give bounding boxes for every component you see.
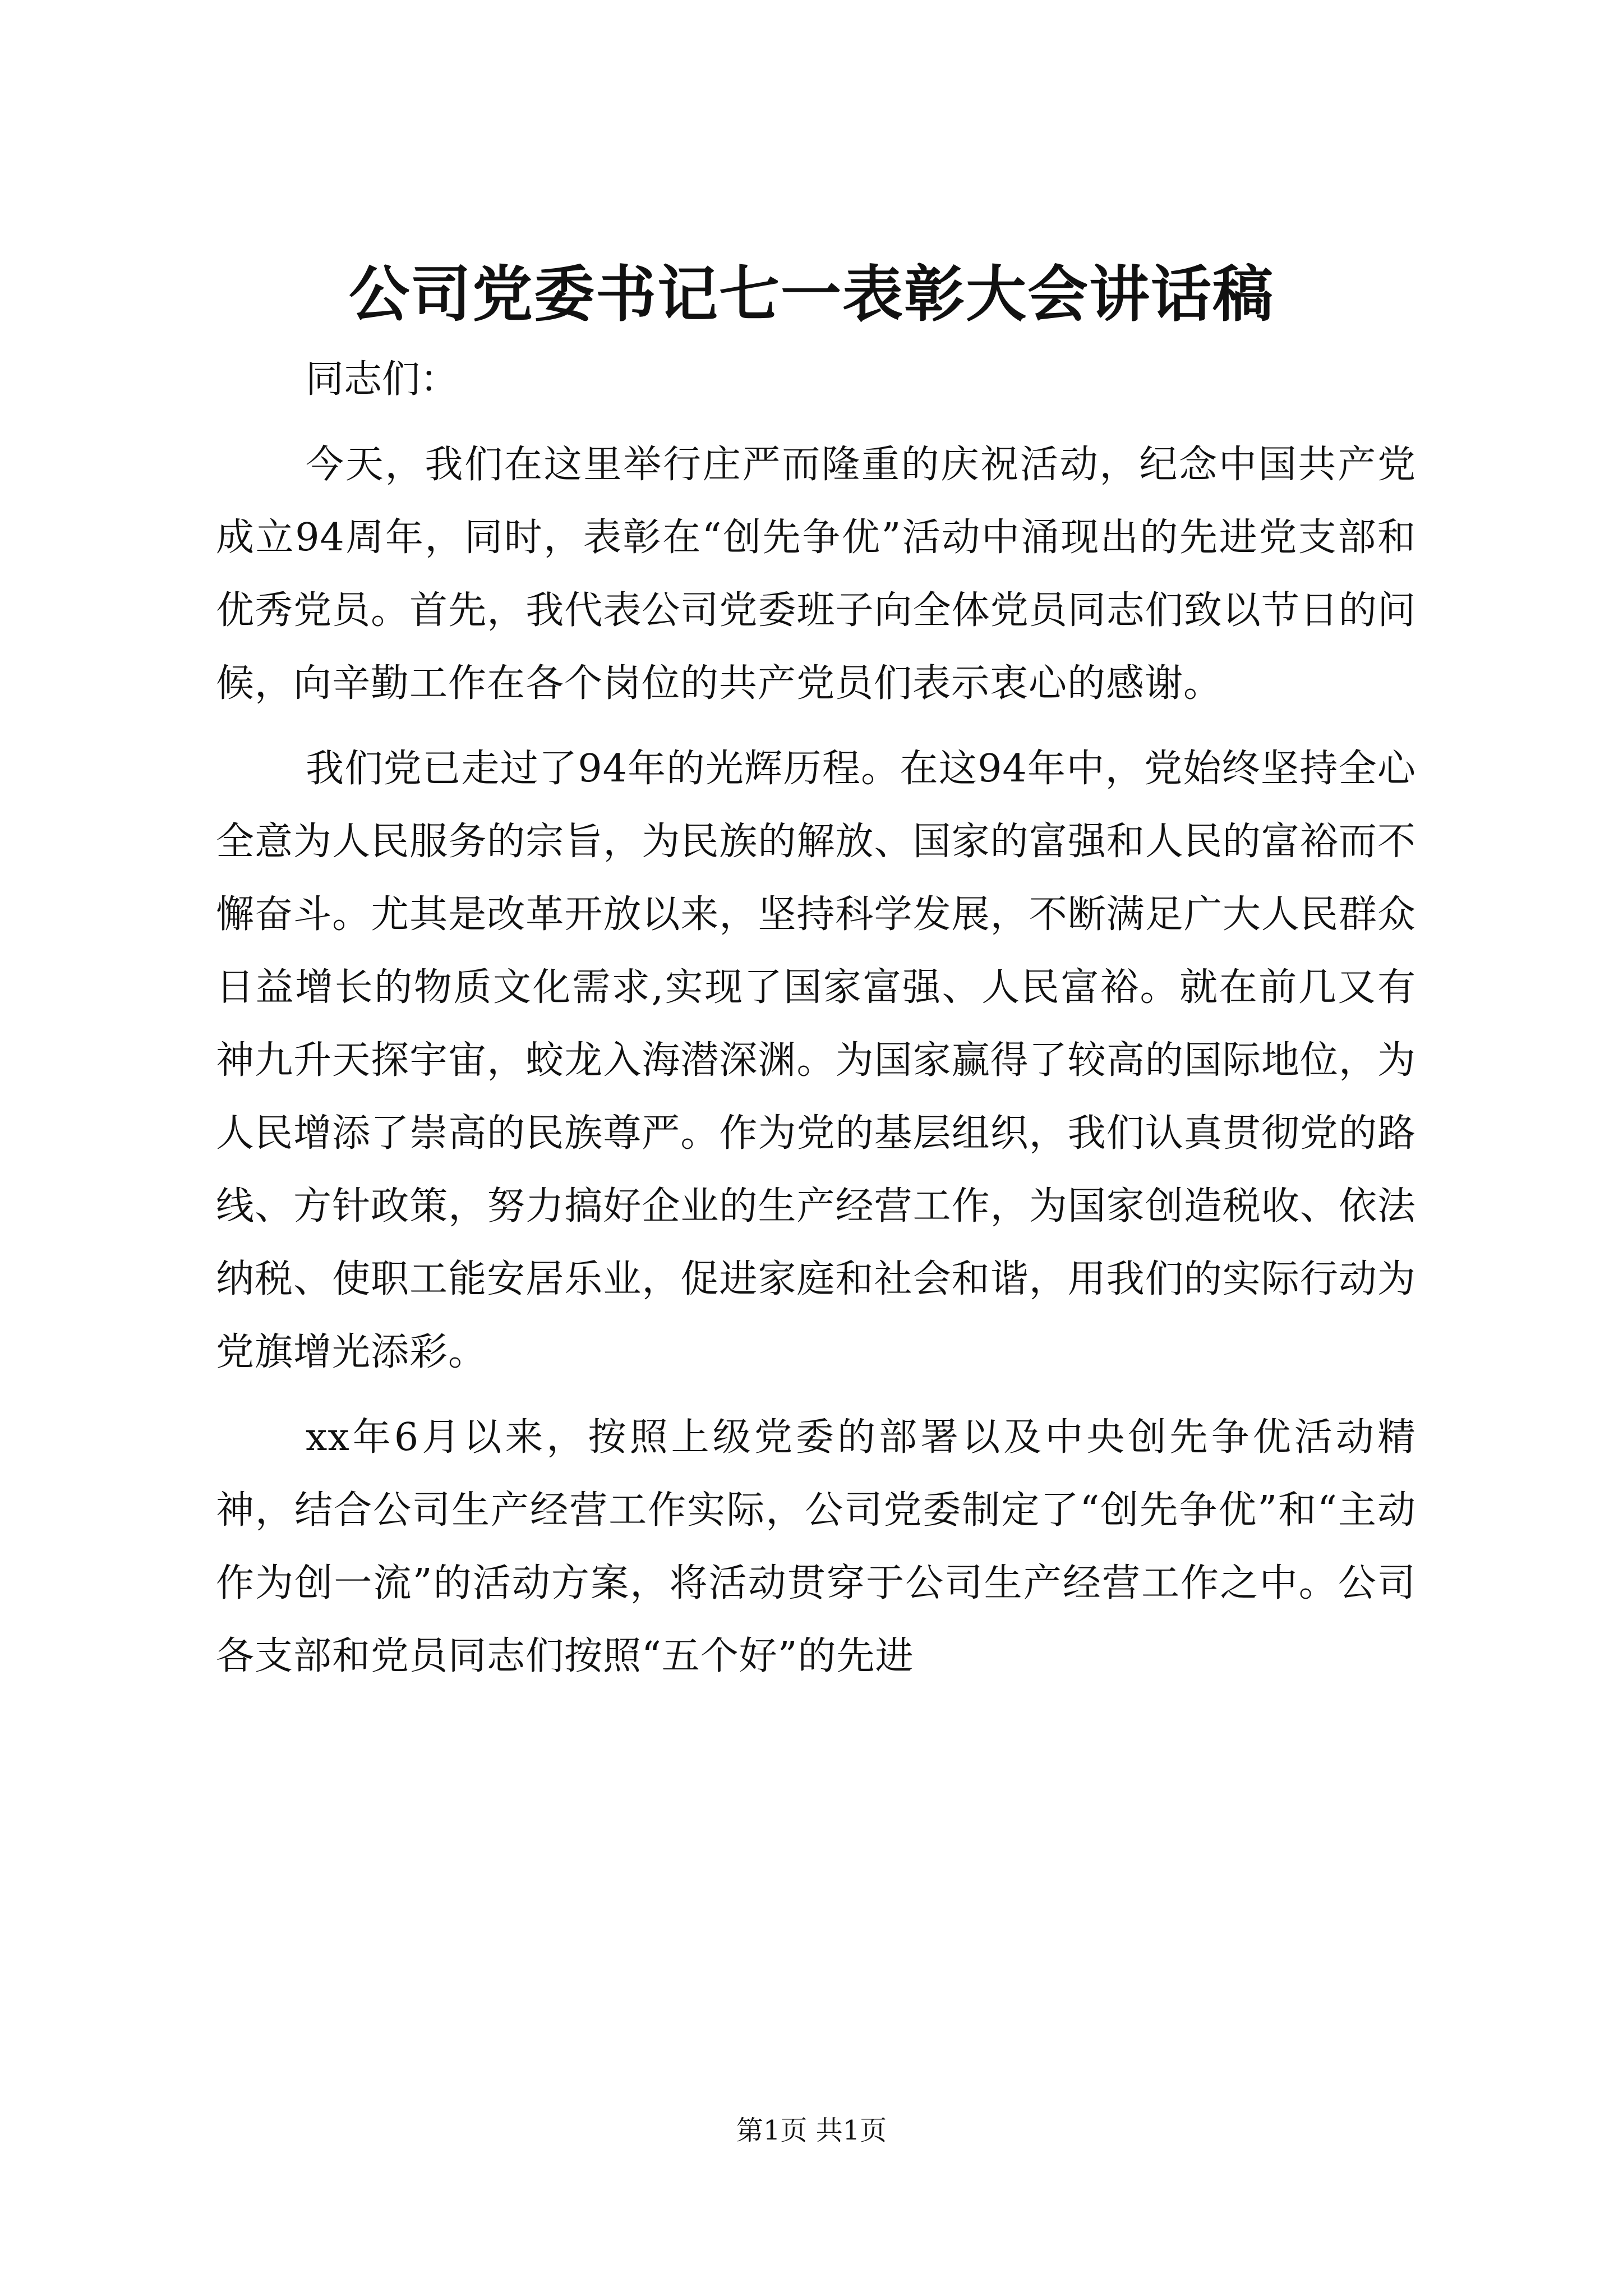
document-body <box>216 343 1416 1705</box>
document-title: 公司党委书记七一表彰大会讲话稿 <box>348 259 1274 330</box>
paragraph: 今天，我们在这里举行庄严而隆重的庆祝活动，纪念中国共产党成立94周年，同时，表彰在“创先争优”活动中涌现出的先进党支部和优秀党员。首先，我代表公司党委班子向全体党员同志们致以节日的问候，向辛勤工作在各个岗位的共产党员们表示衷心的感谢。 <box>216 443 1416 706</box>
salutation: 同志们： <box>306 357 459 402</box>
paragraph: xx年6月以来，按照上级党委的部署以及中央创先争优活动精神，结合公司生产经营工作实际，公司党委制定了“创先争优”和“主动作为创一流”的活动方案，将活动贯穿于公司生产经营工作之中。公司各支部和党员同志们按照“五个好”的先进 <box>216 1415 1416 1678</box>
page-footer: 第1页 共1页 <box>736 2115 887 2146</box>
paragraph: 我们党已走过了94年的光辉历程。在这94年中，党始终坚持全心全意为人民服务的宗旨，为民族的解放、国家的富强和人民的富裕而不懈奋斗。尤其是改革开放以来，坚持科学发展，不断满足广大人民群众日益增长的物质文化需求,实现了国家富强、人民富裕。就在前几又有神九升天探宇宙，蛟龙入海潜深渊。为国家赢得了较高的国际地位，为人民增添了崇高的民族尊严。作为党的基层组织，我们认真贯彻党的路线、方针政策，努力搞好企业的生产经营工作，为国家创造税收、依法纳税、使职工能安居乐业，促进家庭和社会和谐，用我们的实际行动为党旗增光添彩。 <box>216 747 1416 1374</box>
